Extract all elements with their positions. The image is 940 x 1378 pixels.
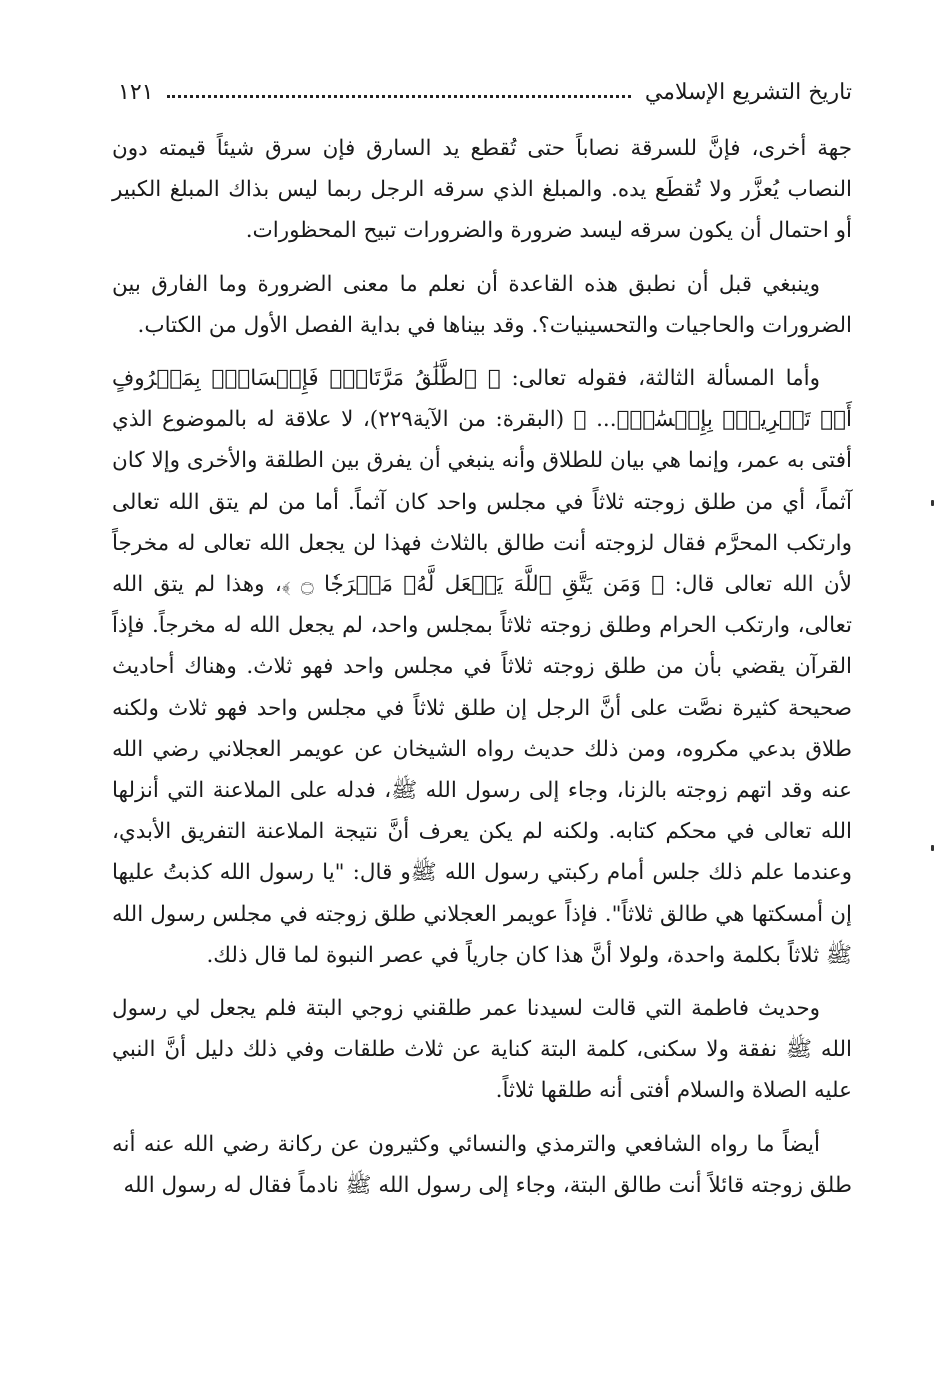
page-number: ١٢١ [118, 79, 154, 105]
paragraph-1: جهة أخرى، فإنَّ للسرقة نصاباً حتى تُقطع يد السارق فإن سرق شيئاً قيمته دون النصاب يُعزَّر ولا تُقطَع يده. والمبلغ الذي سرقه الرجل ربما ليس بذاك المبلغ الكبير أو احتمال أن يكون سرقه ليسد ضرورة والضرورات تبيح المحظورات. [112, 136, 852, 244]
paragraph-4: وحديث فاطمة التي قالت لسيدنا عمر طلقني زوجي البتة فلم يجعل لي رسول الله ﷺ نفقة ولا سكنى، كلمة البتة كناية عن ثلاث طلقات وفي ذلك دليل أنَّ النبي عليه الصلاة والسلام أفتى أنه طلقها ثلاثاً. [112, 996, 852, 1104]
running-title: تاريخ التشريع الإسلامي [644, 79, 852, 105]
page-header [118, 74, 852, 110]
scan-margin-mark [931, 845, 934, 851]
scan-margin-mark [931, 500, 934, 506]
header-dotted-leader [167, 95, 630, 98]
paragraph-2: وينبغي قبل أن نطبق هذه القاعدة أن نعلم ما معنى الضرورة وما الفارق بين الضرورات والحاجيات والتحسينيات؟. وقد بيناها في بداية الفصل الأول من الكتاب. [112, 271, 852, 338]
paragraph-3: وأما المسألة الثالثة، فقوله تعالى: ﴿ ٱلطَّلَٰقُ مَرَّتَانِۖ فَإِمۡسَاكُۢ بِمَعۡرُوفٍ أَوۡ تَسۡرِيحُۢ بِإِحۡسَٰنٍۗ... ﴾ (البقرة: من الآية٢٢٩)، لا علاقة له بالموضوع الذي أفتى به عمر، وإنما هي بيان للطلاق وأنه ينبغي أن يفرق بين الطلقة والأخرى وإلا كان آثماً، أي من طلق زوجته ثلاثاً في مجلس واحد كان آثماً. أما من لم يتق الله تعالى وارتكب المحرَّم فقال لزوجته أنت طالق بالثلاث فهذا لن يجعل الله تعالى له مخرجاً لأن الله تعالى قال: ﴿ وَمَن يَتَّقِ ٱللَّهَ يَجۡعَل لَّهُۥ مَخۡرَجٗا ۝ ﴾، وهذا لم يتق الله تعالى، وارتكب الحرام وطلق زوجته ثلاثاً بمجلس واحد، لم يجعل الله له مخرجاً. فإذاً القرآن يقضي بأن من طلق زوجته ثلاثاً في مجلس واحد فهو ثلاث. وهناك أحاديث صحيحة كثيرة نصَّت على أنَّ الرجل إن طلق ثلاثاً في مجلس واحد فهو ثلاث ولكنه طلاق بدعي مكروه، ومن ذلك حديث رواه الشيخان عن عويمر العجلاني رضي الله عنه وقد اتهم زوجته بالزنا، وجاء إلى رسول الله ﷺ، فدله على الملاعنة التي أنزلها الله تعالى في محكم كتابه. ولكنه لم يكن يعرف أنَّ نتيجة الملاعنة التفريق الأبدي، وعندما علم ذلك جلس أمام ركبتي رسول الله ﷺو قال: "يا رسول الله كذبتُ عليها إن أمسكتها هي طالق ثلاثاً". فإذاً عويمر العجلاني طلق زوجته في مجلس رسول الله ﷺ ثلاثاً بكلمة واحدة، ولولا أنَّ هذا كان جارياً في عصر النبوة لما قال ذلك. [112, 366, 852, 968]
paragraph-5: أيضاً ما رواه الشافعي والترمذي والنسائي وكثيرون عن ركانة رضي الله عنه أنه طلق زوجته قائلاً أنت طالق البتة، وجاء إلى رسول الله ﷺ نادماً فقال له رسول الله [112, 1131, 852, 1198]
body-text [112, 128, 852, 1214]
